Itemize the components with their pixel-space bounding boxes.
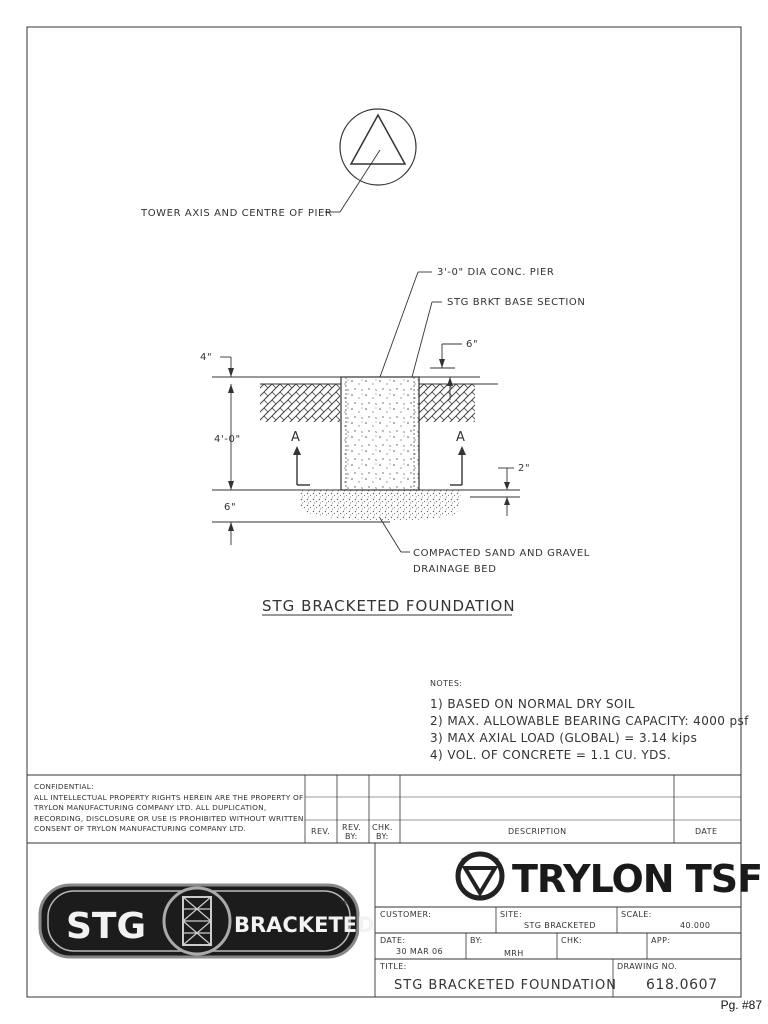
trylon-logo	[458, 854, 762, 901]
label-base-section: STG BRKT BASE SECTION	[447, 297, 586, 308]
bracketed-logo-text: BRACKETED	[234, 913, 375, 937]
dim-top-left: 4"	[200, 352, 213, 363]
dim-bottom-right: 2"	[518, 463, 531, 474]
date-header: DATE	[695, 827, 718, 836]
note-item: 3) MAX AXIAL LOAD (GLOBAL) = 3.14 kips	[430, 731, 698, 745]
app-label: APP:	[651, 936, 671, 945]
confidential-line: TRYLON MANUFACTURING COMPANY LTD. ALL DUPLICATION,	[34, 803, 267, 812]
chk-by-header: CHK.	[372, 823, 393, 832]
trylon-logo-text: TRYLON TSF	[512, 857, 763, 901]
site-label: SITE:	[500, 910, 523, 919]
confidential-line: ALL INTELLECTUAL PROPERTY RIGHTS HEREIN ARE THE PROPERTY OF	[34, 793, 304, 802]
section-marker-right: A	[456, 430, 465, 445]
rev-by-header: REV.	[342, 823, 362, 832]
tower-triangle	[351, 115, 405, 164]
chk-by-header: BY:	[376, 832, 389, 841]
label-drainage-line2: DRAINAGE BED	[413, 564, 497, 575]
description-header: DESCRIPTION	[508, 827, 567, 836]
drawing-no-value: 618.0607	[646, 977, 718, 993]
dim-top-right: 6"	[466, 339, 479, 350]
by-value: MRH	[504, 949, 524, 958]
stg-logo-text: STG	[66, 906, 147, 947]
notes-heading: NOTES:	[430, 679, 463, 688]
gravel-bed	[299, 490, 461, 520]
dim-bottom-left: 6"	[224, 502, 237, 513]
date-label: DATE:	[380, 936, 406, 945]
drawing-title: STG BRACKETED FOUNDATION	[262, 597, 516, 615]
confidential-line: RECORDING, DISCLOSURE OR USE IS PROHIBITED WITHOUT WRITTEN	[34, 814, 304, 823]
concrete-pier	[341, 377, 419, 490]
pier-plan-circle	[340, 109, 416, 185]
trademark: TM	[340, 900, 349, 907]
scale-value: 40.000	[680, 921, 711, 930]
by-label: BY:	[470, 936, 483, 945]
drawing-no-label: DRAWING NO.	[617, 962, 678, 971]
date-value: 30 MAR 06	[396, 947, 443, 956]
dim-depth: 4'-0"	[214, 434, 241, 445]
page-number: Pg. #87	[720, 998, 762, 1012]
chk-label: CHK:	[561, 936, 583, 945]
rev-by-header: BY:	[345, 832, 358, 841]
customer-label: CUSTOMER:	[380, 910, 432, 919]
soil-right	[419, 384, 475, 422]
elevation-view	[200, 267, 590, 615]
revision-block	[27, 775, 741, 843]
scale-label: SCALE:	[621, 910, 652, 919]
confidential-line: CONSENT OF TRYLON MANUFACTURING COMPANY LTD.	[34, 824, 247, 833]
title-block	[375, 843, 762, 997]
note-item: 1) BASED ON NORMAL DRY SOIL	[430, 697, 635, 711]
title-label: TITLE:	[380, 962, 407, 971]
section-marker-left: A	[291, 430, 300, 445]
site-value: STG BRACKETED	[524, 921, 596, 930]
plan-view	[140, 109, 416, 219]
note-item: 2) MAX. ALLOWABLE BEARING CAPACITY: 4000 psf	[430, 714, 749, 728]
title-value: STG BRACKETED FOUNDATION	[394, 978, 617, 993]
label-drainage-line1: COMPACTED SAND AND GRAVEL	[413, 548, 590, 559]
notes	[430, 679, 749, 762]
stg-bracketed-logo	[40, 885, 375, 957]
label-tower-axis: TOWER AXIS AND CENTRE OF PIER	[141, 208, 333, 219]
rev-header: REV.	[311, 827, 331, 836]
label-pier-dia: 3'-0" DIA CONC. PIER	[437, 267, 555, 278]
soil-left	[260, 384, 340, 422]
note-item: 4) VOL. OF CONCRETE = 1.1 CU. YDS.	[430, 748, 672, 762]
confidential-line: CONFIDENTIAL:	[34, 782, 94, 791]
